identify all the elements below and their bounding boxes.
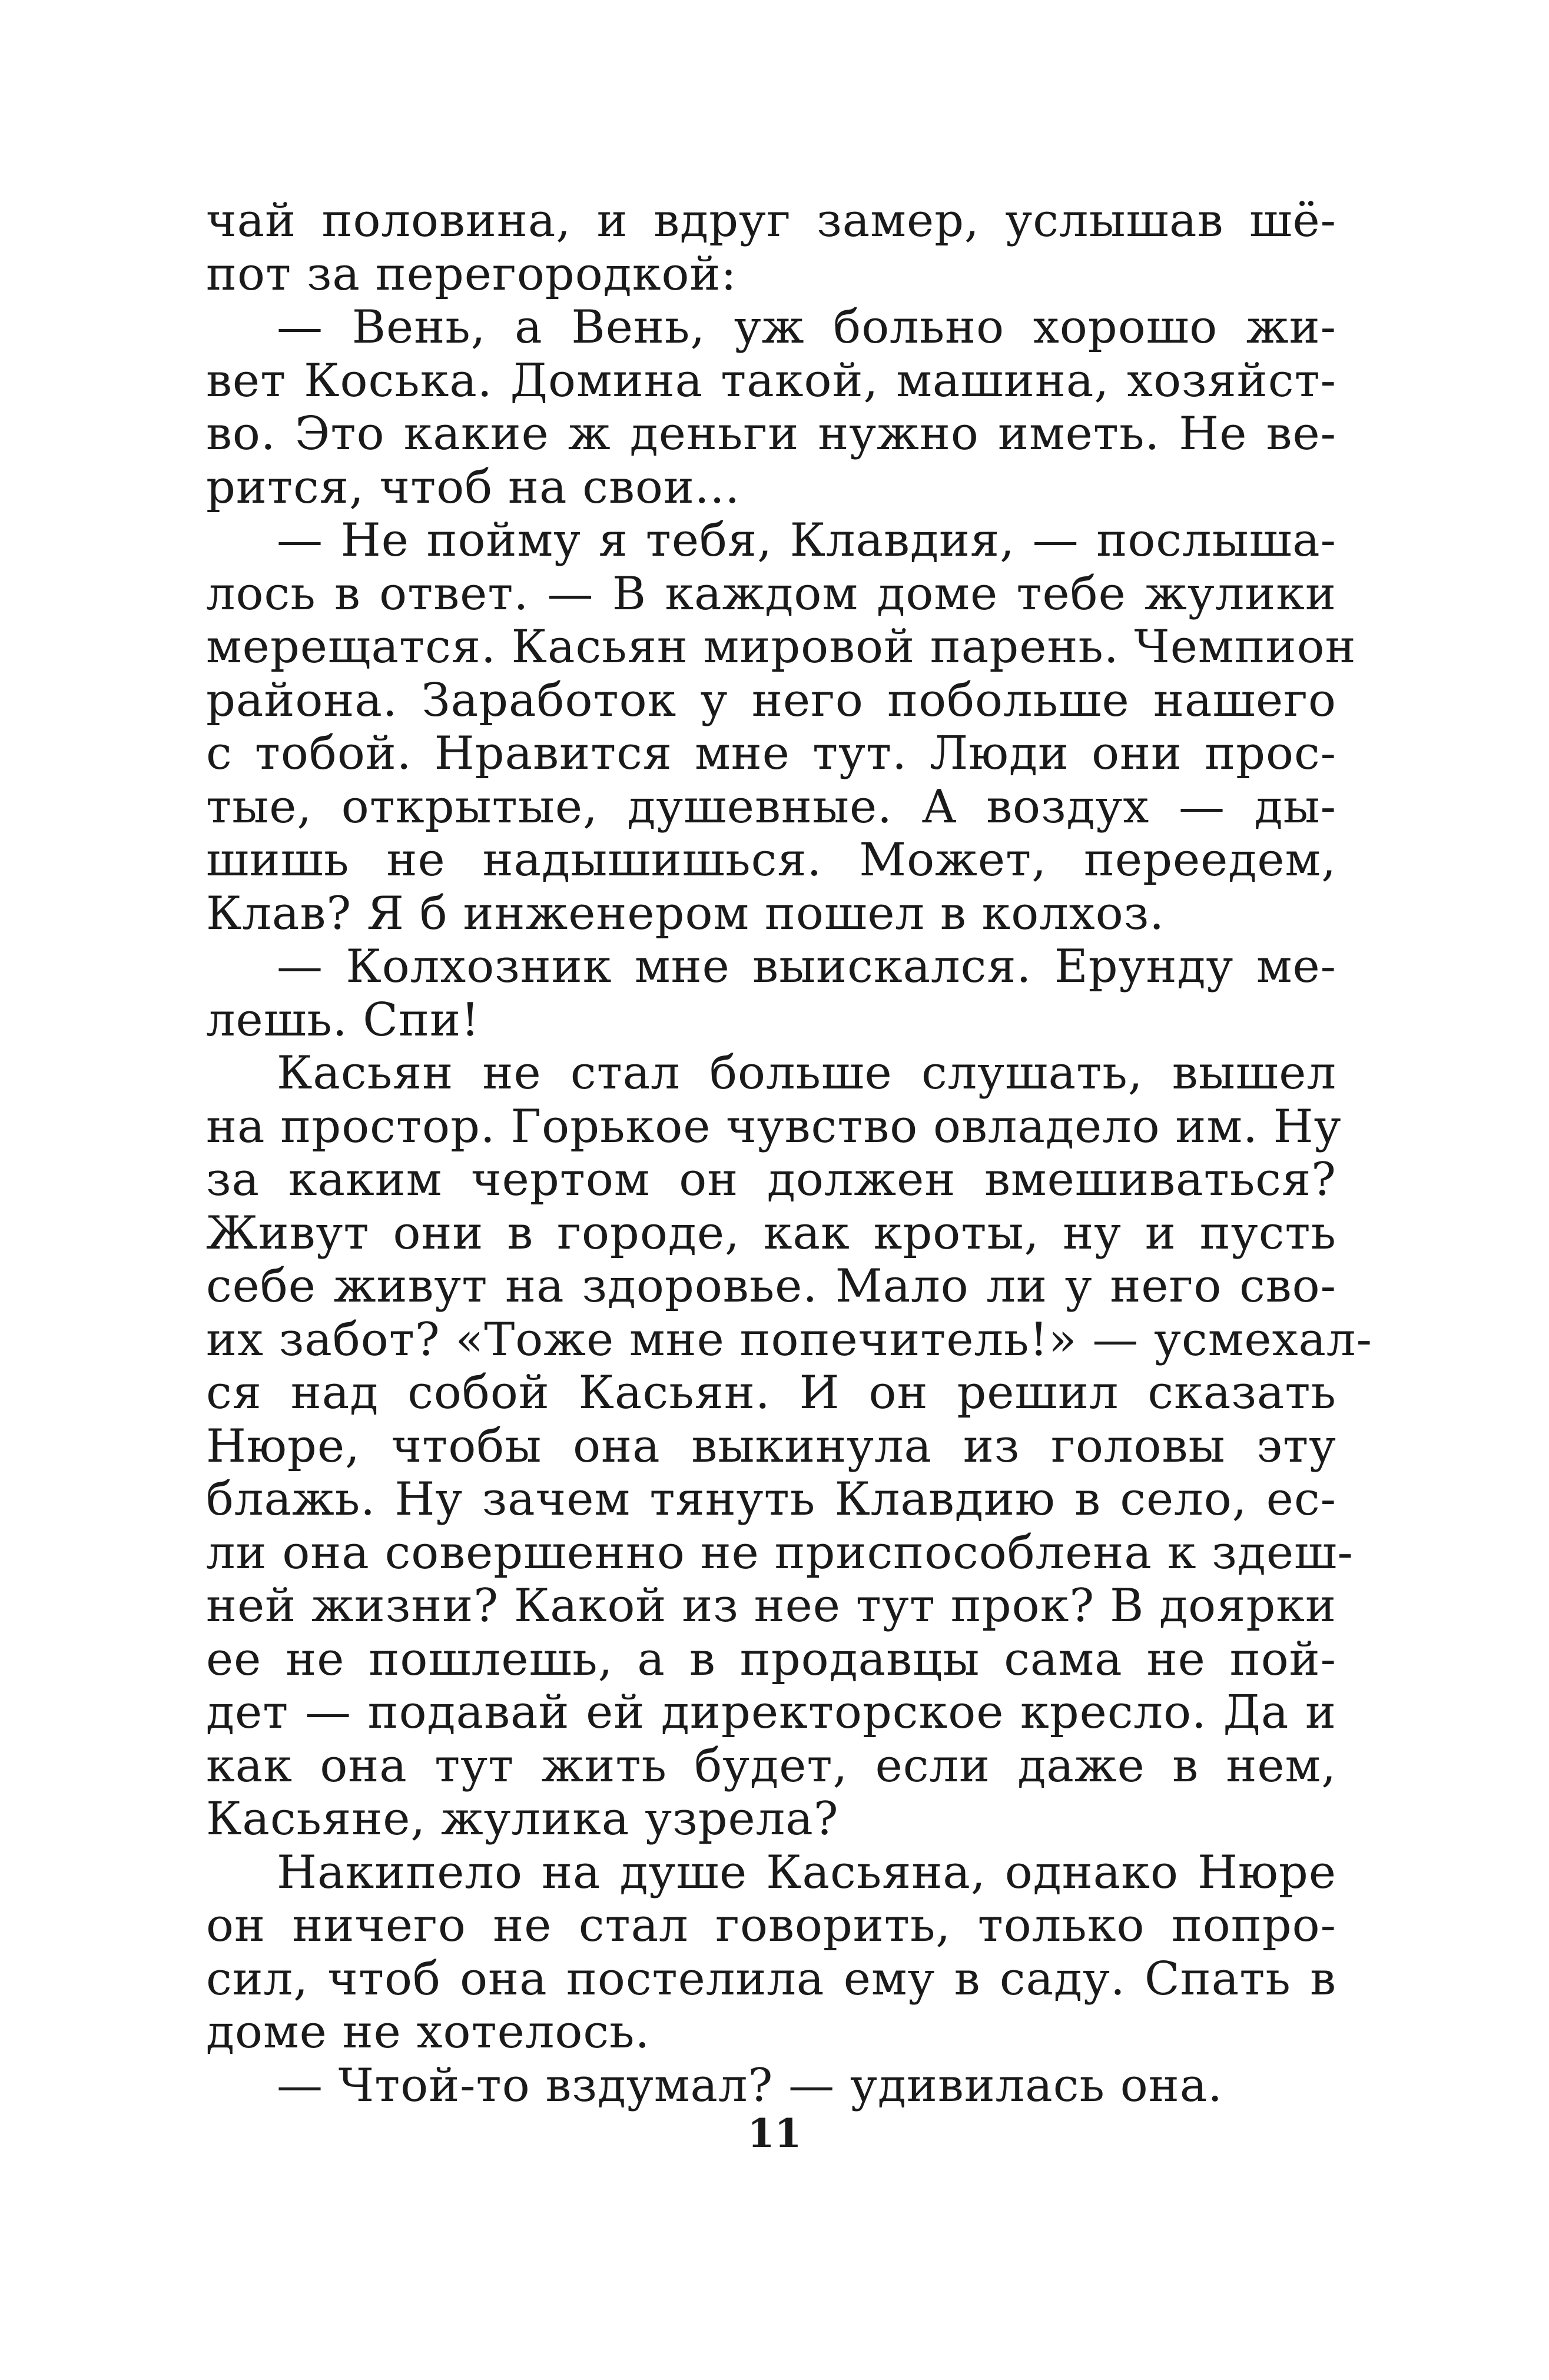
- page-number: 11: [747, 2110, 802, 2156]
- text-line: Клав? Я б инженером пошел в колхоз.: [206, 887, 1165, 940]
- text-line: тые, открытые, душевные. А воздух — ды-: [206, 780, 1336, 834]
- text-line: дет — подавай ей директорское кресло. Да и: [206, 1686, 1336, 1739]
- text-line: во. Это какие ж деньги нужно иметь. Не ве-: [206, 407, 1336, 460]
- text-line: шишь не надышишься. Может, переедем,: [206, 834, 1336, 887]
- text-line: вет Коська. Домина такой, машина, хозяйст-: [206, 354, 1336, 407]
- text-line: блажь. Ну зачем тянуть Клавдию в село, ес-: [206, 1473, 1336, 1526]
- text-line: доме не хотелось.: [206, 2006, 651, 2059]
- text-line: — Не пойму я тебя, Клавдия, — послыша-: [277, 514, 1336, 567]
- text-line: — Вень, а Вень, уж больно хорошо жи-: [277, 301, 1336, 354]
- text-line: лось в ответ. — В каждом доме тебе жулики: [206, 567, 1336, 620]
- text-line: — Чтой-то вздумал? — удивилась она.: [277, 2059, 1223, 2112]
- body-text: [206, 194, 1372, 2112]
- text-line: Касьяне, жулика узрела?: [206, 1793, 839, 1845]
- text-line: себе живут на здоровье. Мало ли у него сво-: [206, 1260, 1336, 1313]
- text-line: чай половина, и вдруг замер, услышав шё-: [206, 194, 1336, 247]
- text-line: он ничего не стал говорить, только попро-: [206, 1899, 1336, 1952]
- text-line: ли она совершенно не приспособлена к здеш-: [206, 1526, 1354, 1579]
- text-line: лешь. Спи!: [206, 993, 480, 1047]
- text-line: Нюре, чтобы она выкинула из головы эту: [206, 1419, 1336, 1473]
- text-line: рится, чтоб на свои...: [206, 460, 741, 514]
- text-line: ее не пошлешь, а в продавцы сама не пой-: [206, 1632, 1336, 1686]
- text-line: пот за перегородкой:: [206, 247, 737, 301]
- text-line: сил, чтоб она постелила ему в саду. Спать в: [206, 1952, 1336, 2006]
- text-line: Живут они в городе, как кроты, ну и пусть: [206, 1206, 1336, 1260]
- text-line: Касьян не стал больше слушать, вышел: [277, 1047, 1336, 1100]
- text-line: за каким чертом он должен вмешиваться?: [206, 1153, 1336, 1206]
- text-line: района. Заработок у него побольше нашего: [206, 673, 1336, 727]
- text-line: — Колхозник мне выискался. Ерунду ме-: [277, 940, 1336, 993]
- text-line: Накипело на душе Касьяна, однако Нюре: [277, 1845, 1336, 1899]
- text-line: на простор. Горькое чувство овладело им. Ну: [206, 1100, 1342, 1153]
- text-line: как она тут жить будет, если даже в нем,: [206, 1739, 1336, 1793]
- text-line: с тобой. Нравится мне тут. Люди они прос-: [206, 727, 1336, 780]
- text-line: ней жизни? Какой из нее тут прок? В доярки: [206, 1579, 1336, 1632]
- text-line: мерещатся. Касьян мировой парень. Чемпион: [206, 620, 1356, 673]
- text-line: ся над собой Касьян. И он решил сказать: [206, 1366, 1336, 1419]
- text-line: их забот? «Тоже мне попечитель!» — усмехал-: [206, 1313, 1372, 1366]
